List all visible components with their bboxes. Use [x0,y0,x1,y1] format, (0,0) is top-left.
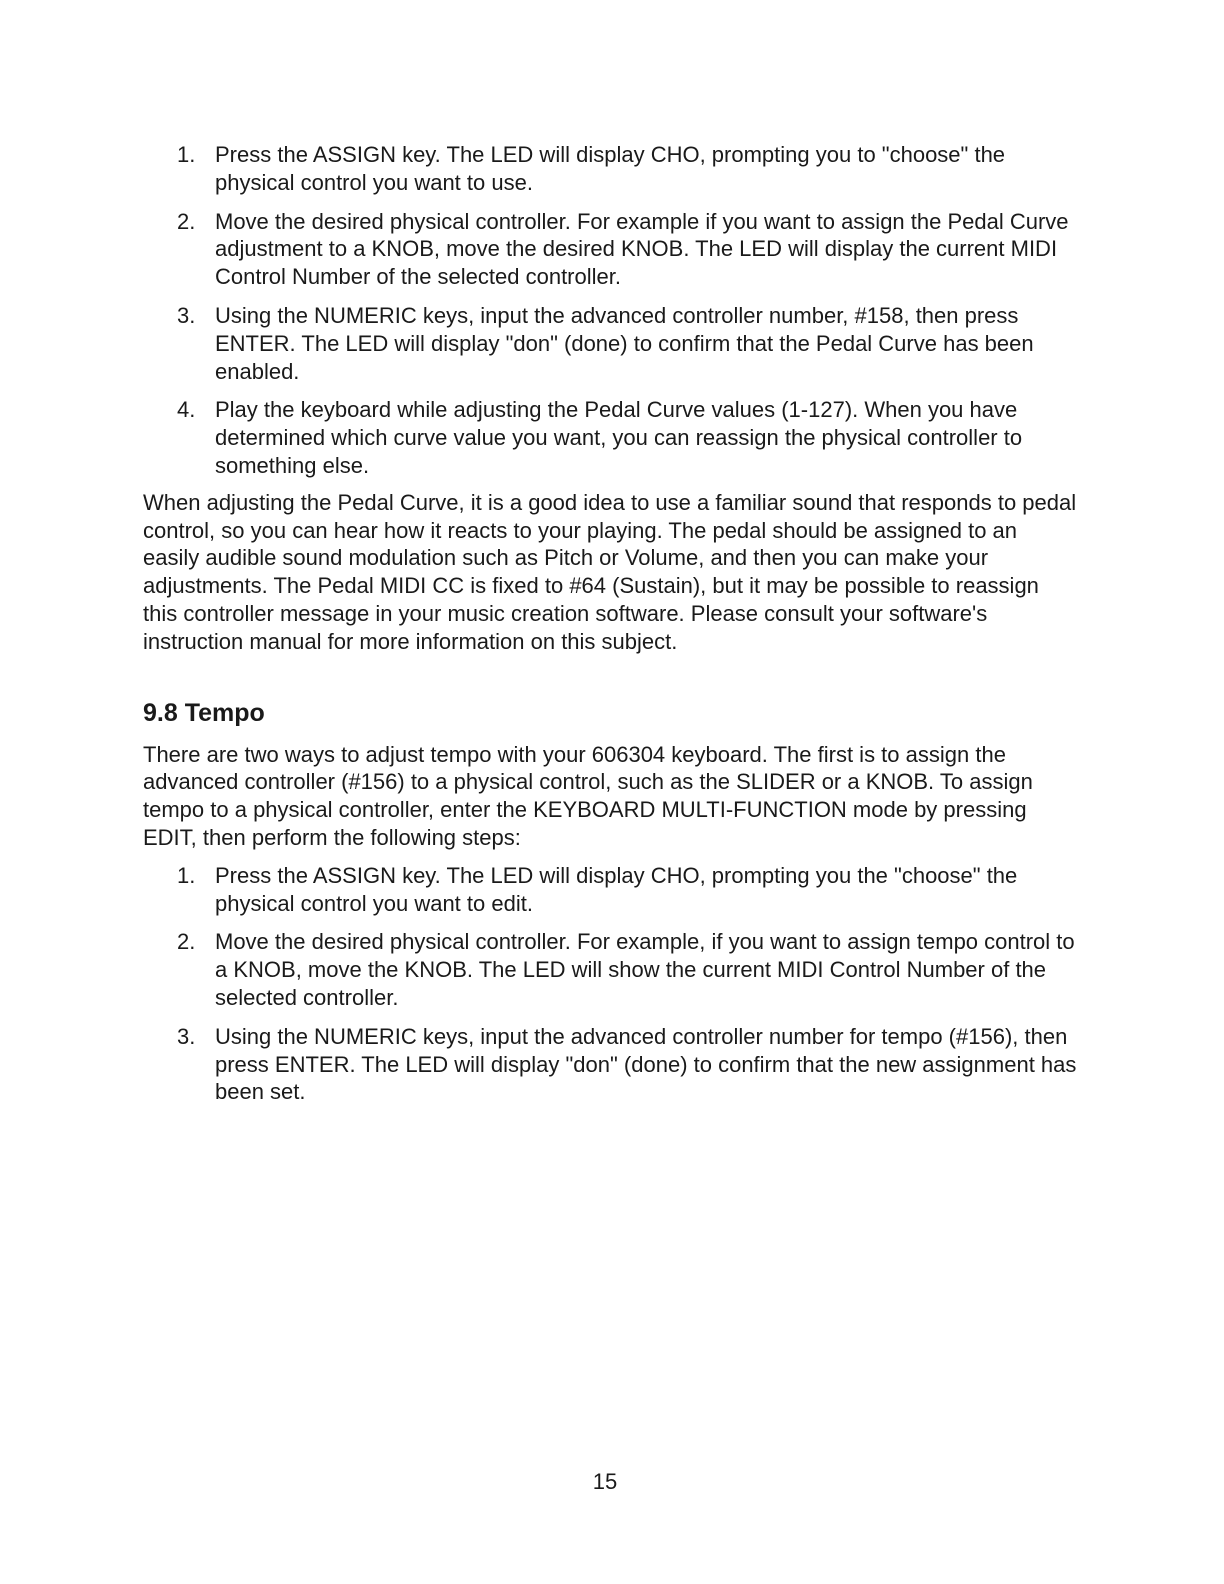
list-item [143,141,1078,197]
step-number: 2. [177,929,196,955]
page-number: 15 [592,1469,618,1494]
step-number: 4. [177,397,196,423]
step-text: Using the NUMERIC keys, input the advanced controller number for tempo (#156), then press ENTER. The LED will display "don" (done) to confirm that the new assignment has been set. [215,1023,1077,1105]
list-item [143,862,1078,918]
step-number: 2. [177,208,196,234]
list-item [143,1023,1078,1106]
step-text: Play the keyboard while adjusting the Pedal Curve values (1-127). When you have determined which curve value you want, you can reassign the physical controller to something else. [215,397,1023,478]
tempo-steps [143,862,1078,1106]
step-text: Press the ASSIGN key. The LED will display CHO, prompting you to "choose" the physical control you want to use. [215,142,1006,195]
document-page [143,141,1078,1117]
step-text: Move the desired physical controller. For example, if you want to assign tempo control to a KNOB, move the KNOB. The LED will show the current MIDI Control Number of the selected controller. [215,929,1075,1010]
list-item [143,302,1078,385]
list-item [143,208,1078,291]
pedal-curve-paragraph: When adjusting the Pedal Curve, it is a good idea to use a familiar sound that responds to pedal control, so you can hear how it reacts to your playing. The pedal should be assigned to an easily audible sound modulation such as Pitch or Volume, and then you can make your adjustments. The Pedal MIDI CC is fixed to #64 (Sustain), but it may be possible to reassign this controller message in your music creation software. Please consult your software's instruction manual for more information on this subject. [143,489,1077,654]
step-number: 3. [177,302,196,328]
step-number: 1. [177,862,196,888]
tempo-paragraph: There are two ways to adjust tempo with your 606304 keyboard. The first is to assign the advanced controller (#156) to a physical control, such as the SLIDER or a KNOB. To assign tempo to a physical controller, enter the KEYBOARD MULTI-FUNCTION mode by pressing EDIT, then perform the following steps: [143,741,1033,850]
step-text: Move the desired physical controller. For example if you want to assign the Pedal Curve adjustment to a KNOB, move the desired KNOB. The LED will display the current MIDI Control Number of the selected controller. [215,208,1069,290]
list-item [143,396,1078,479]
pedal-curve-steps [143,141,1078,480]
step-number: 1. [177,142,196,167]
step-text: Using the NUMERIC keys, input the advanced controller number, #158, then press ENTER. The LED will display "don" (done) to confirm that the Pedal Curve has been enabled. [215,302,1034,384]
list-item [143,928,1078,1011]
section-heading-tempo: 9.8 Tempo [143,698,265,727]
step-text: Press the ASSIGN key. The LED will display CHO, prompting you the "choose" the physical control you want to edit. [215,862,1018,916]
step-number: 3. [177,1023,196,1049]
